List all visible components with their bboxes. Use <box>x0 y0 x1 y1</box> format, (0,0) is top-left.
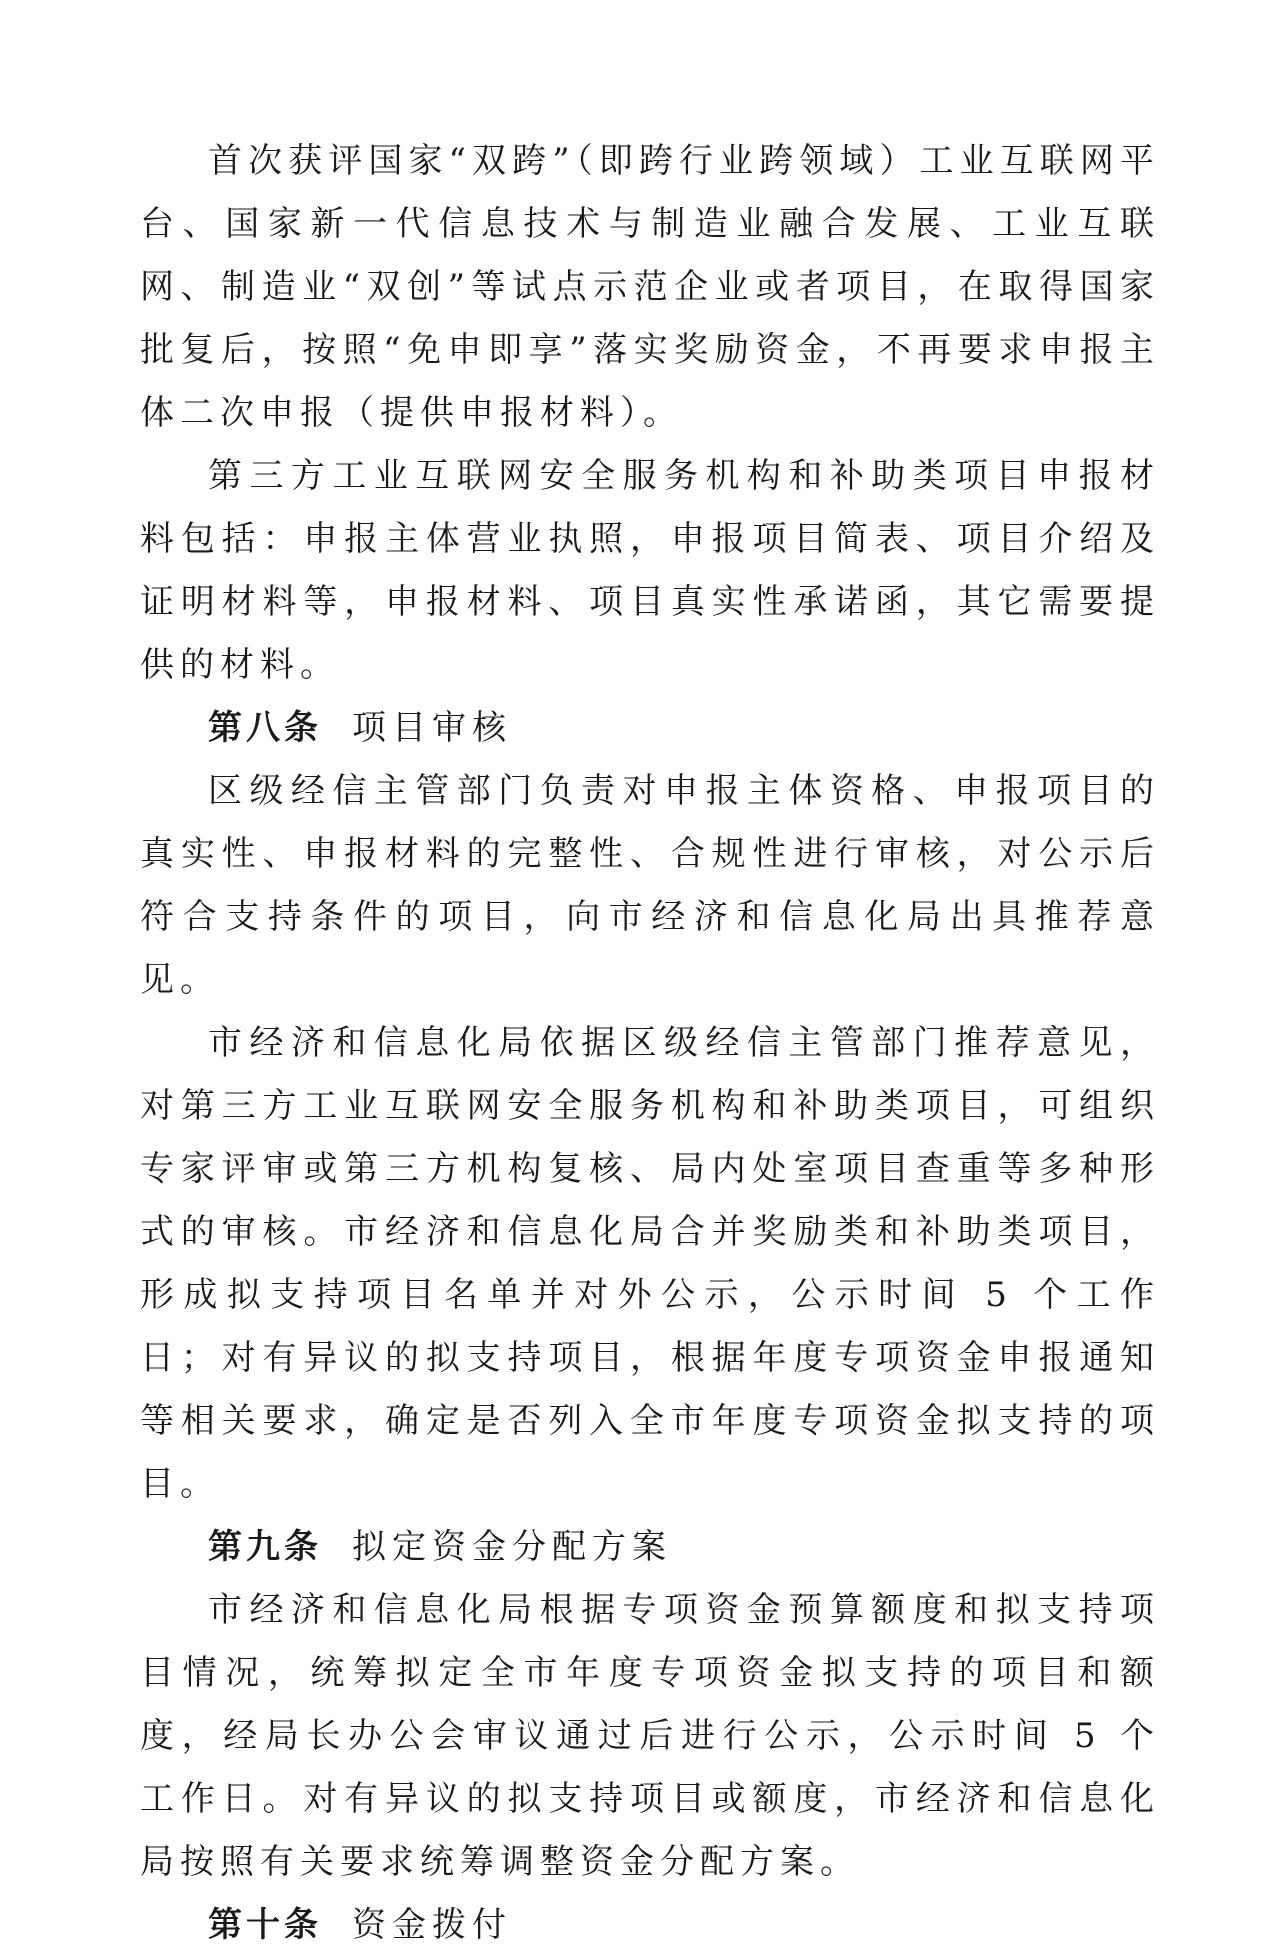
article-9-heading <box>140 1516 1160 1579</box>
article-8-heading <box>140 697 1160 760</box>
article-8-paragraph-2: 市经济和信息化局依据区级经信主管部门推荐意见，对第三方工业互联网安全服务机构和补助类项目，可组织专家评审或第三方机构复核、局内处室项目查重等多种形式的审核。市经济和信息化局合并奖励类和补助类项目，形成拟支持项目名单并对外公示，公示时间 5 个工作日；对有异议的拟支持项目，根据年度专项资金申报通知等相关要求，确定是否列入全市年度专项资金拟支持的项目。 <box>140 1023 1160 1504</box>
document-body <box>140 130 1160 1957</box>
article-8-paragraph-1: 区级经信主管部门负责对申报主体资格、申报项目的真实性、申报材料的完整性、合规性进行审核，对公示后符合支持条件的项目，向市经济和信息化局出具推荐意见。 <box>140 771 1160 1000</box>
article-8-number: 第八条 <box>208 708 322 748</box>
article-9-paragraph-1: 市经济和信息化局根据专项资金预算额度和拟支持项目情况，统筹拟定全市年度专项资金拟支持的项目和额度，经局长办公会审议通过后进行公示，公示时间 5 个工作日。对有异议的拟支持项目或额度，市经济和信息化局按照有关要求统筹调整资金分配方案。 <box>140 1590 1160 1882</box>
article-9-number: 第九条 <box>208 1527 322 1567</box>
article-8-title: 项目审核 <box>352 708 512 748</box>
article-10-number: 第十条 <box>208 1905 322 1945</box>
article-10-heading <box>140 1894 1160 1957</box>
article-9-title: 拟定资金分配方案 <box>352 1527 672 1567</box>
paragraph-application-materials: 第三方工业互联网安全服务机构和补助类项目申报材料包括：申报主体营业执照，申报项目简表、项目介绍及证明材料等，申报材料、项目真实性承诺函，其它需要提供的材料。 <box>140 456 1160 685</box>
article-10-title: 资金拨付 <box>352 1905 512 1945</box>
paragraph-national-pilot-rewards: 首次获评国家“双跨”（即跨行业跨领域）工业互联网平台、国家新一代信息技术与制造业融合发展、工业互联网、制造业“双创”等试点示范企业或者项目，在取得国家批复后，按照“免申即享”落实奖励资金，不再要求申报主体二次申报（提供申报材料）。 <box>140 141 1160 433</box>
